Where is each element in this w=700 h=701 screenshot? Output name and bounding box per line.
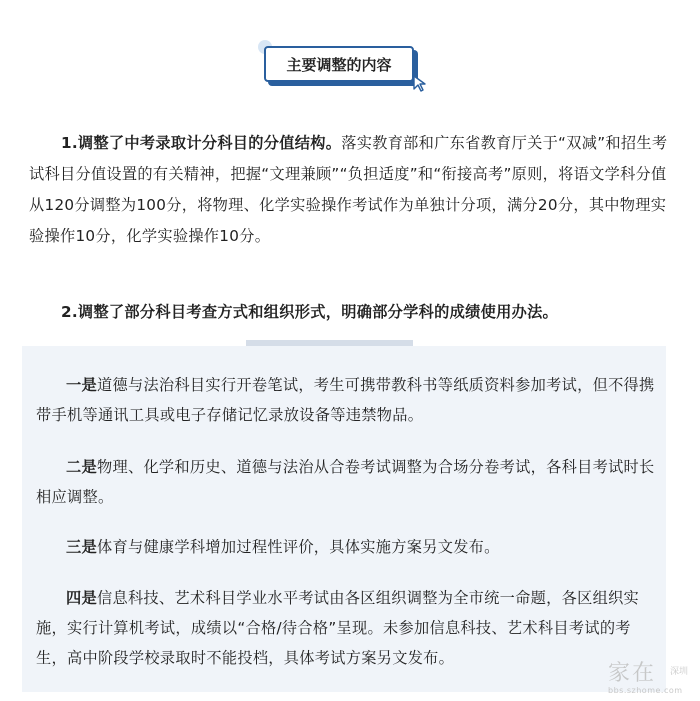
list-item-label: 一是: [66, 376, 97, 394]
watermark-logo: [608, 656, 698, 698]
watermark-url: bbs.szhome.com: [608, 686, 683, 695]
list-item: [36, 583, 660, 673]
section-2-heading-text: 2.调整了部分科目考查方式和组织形式，明确部分学科的成绩使用办法。: [61, 303, 559, 321]
watermark-side: 深圳: [670, 667, 689, 677]
section-1-heading: 1.调整了中考录取计分科目的分值结构。: [61, 134, 342, 152]
list-item: [36, 532, 660, 562]
list-item-text: 道德与法治科目实行开卷笔试，考生可携带教科书等纸质资料参加考试，但不得携带手机等通讯工具或电子存储记忆录放设备等违禁物品。: [36, 376, 655, 424]
list-item-label: 三是: [66, 538, 97, 556]
section-2-heading: [29, 297, 669, 328]
list-item-text: 信息科技、艺术科目学业水平考试由各区组织调整为全市统一命题，各区组织实施，实行计算机考试，成绩以“合格/待合格”呈现。未参加信息科技、艺术科目考试的考生，高中阶段学校录取时不能投档，具体考试方案另文发布。: [36, 589, 640, 667]
list-item-text: 体育与健康学科增加过程性评价，具体实施方案另文发布。: [96, 538, 500, 556]
cursor-icon: [412, 74, 430, 92]
watermark-main: 家在: [608, 661, 657, 686]
list-item: [36, 452, 660, 512]
section-1-paragraph: [29, 128, 669, 252]
section-1-body: 落实教育部和广东省教育厅关于“双减”和招生考试科目分值设置的有关精神，把握“文理兼顾”“负担适度”和“衔接高考”原则，将语文学科分值从120分调整为100分，将物理、化学实验操作考试作为单独计分项，满分20分，其中物理实验操作10分，化学实验操作10分。: [29, 134, 668, 245]
list-item-text: 物理、化学和历史、道德与法治从合卷考试调整为合场分卷考试，各科目考试时长相应调整。: [36, 458, 655, 506]
section-title-badge: [264, 46, 414, 80]
list-item: [36, 370, 660, 430]
list-item-label: 四是: [66, 589, 97, 607]
list-item-label: 二是: [66, 458, 97, 476]
page-title: 主要调整的内容: [264, 46, 414, 82]
